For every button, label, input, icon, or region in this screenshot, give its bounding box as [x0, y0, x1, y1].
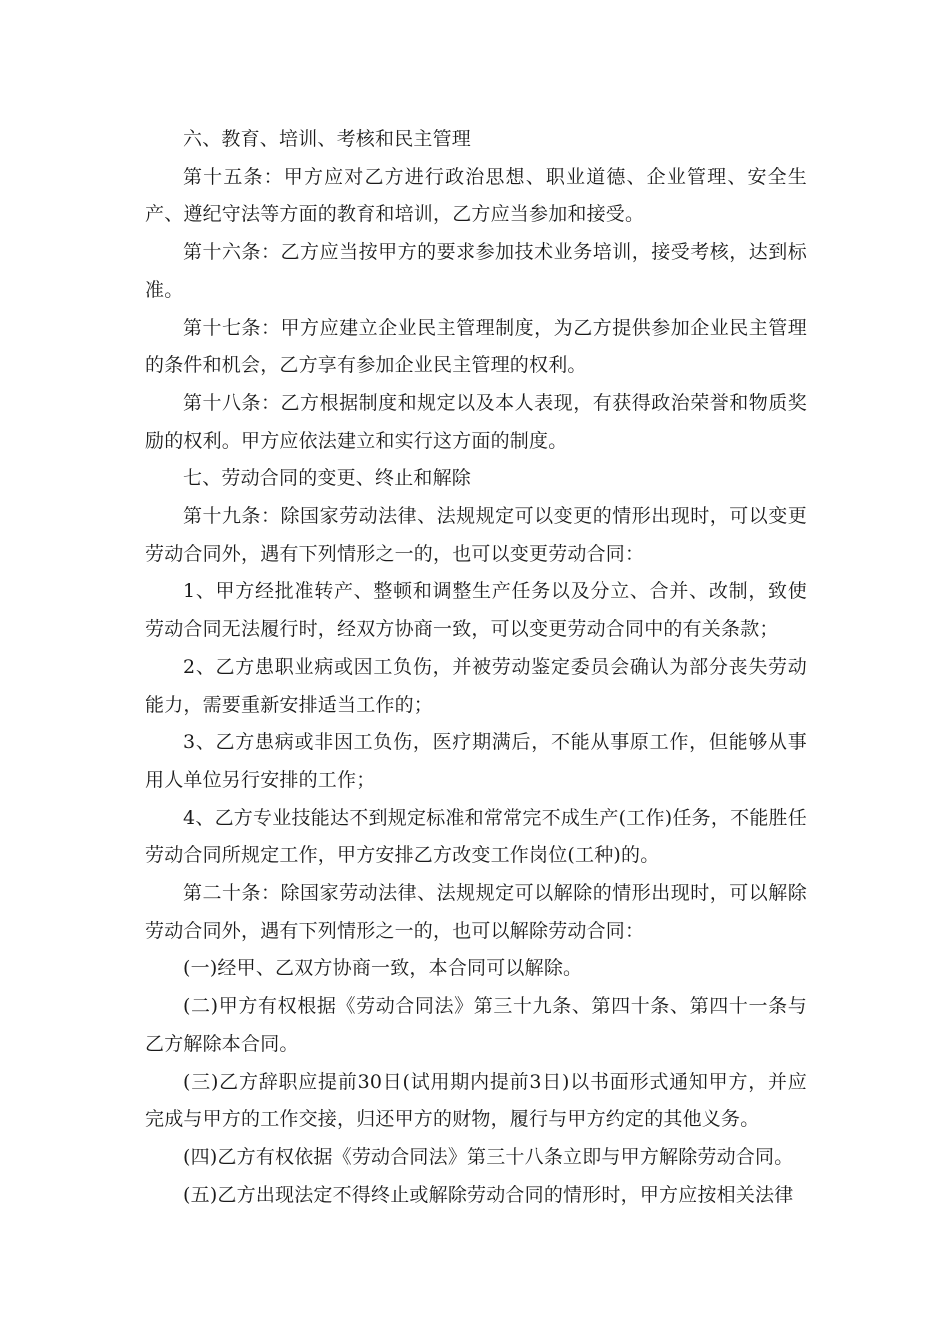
article-16: 第十六条：乙方应当按甲方的要求参加技术业务培训，接受考核，达到标准。	[145, 241, 807, 301]
article-20-item-2: (二)甲方有权根据《劳动合同法》第三十九条、第四十条、第四十一条与乙方解除本合同。	[145, 995, 807, 1055]
article-20-item-5: (五)乙方出现法定不得终止或解除劳动合同的情形时，甲方应按相关法律	[183, 1183, 794, 1206]
article-20: 第二十条：除国家劳动法律、法规规定可以解除的情形出现时，可以解除劳动合同外，遇有下列情形之一的，也可以解除劳动合同：	[145, 882, 807, 942]
section-heading-7: 七、劳动合同的变更、终止和解除	[183, 467, 472, 490]
article-20-item-1: (一)经甲、乙双方协商一致，本合同可以解除。	[183, 957, 583, 980]
article-18: 第十八条：乙方根据制度和规定以及本人表现，有获得政治荣誉和物质奖励的权利。甲方应依法建立和实行这方面的制度。	[145, 391, 807, 452]
article-17: 第十七条：甲方应建立企业民主管理制度，为乙方提供参加企业民主管理的条件和机会，乙方享有参加企业民主管理的权利。	[145, 316, 807, 377]
article-19-item-1: 1、甲方经批准转产、整顿和调整生产任务以及分立、合并、改制，致使劳动合同无法履行时，经双方协商一致，可以变更劳动合同中的有关条款；	[145, 580, 807, 641]
article-19-item-3: 3、乙方患病或非因工负伤，医疗期满后，不能从事原工作，但能够从事用人单位另行安排的工作；	[145, 731, 807, 791]
section-heading-6: 六、教育、培训、考核和民主管理	[183, 128, 472, 150]
article-19: 第十九条：除国家劳动法律、法规规定可以变更的情形出现时，可以变更劳动合同外，遇有下列情形之一的，也可以变更劳动合同：	[145, 505, 807, 565]
article-15: 第十五条：甲方应对乙方进行政治思想、职业道德、企业管理、安全生产、遵纪守法等方面的教育和培训，乙方应当参加和接受。	[145, 165, 807, 226]
article-20-item-4: (四)乙方有权依据《劳动合同法》第三十八条立即与甲方解除劳动合同。	[183, 1145, 794, 1168]
article-20-item-3: (三)乙方辞职应提前30日(试用期内提前3日)以书面形式通知甲方，并应完成与甲方的工作交接，归还甲方的财物，履行与甲方约定的其他义务。	[145, 1070, 807, 1131]
article-19-item-4: 4、乙方专业技能达不到规定标准和常常完不成生产(工作)任务，不能胜任劳动合同所规定工作，甲方安排乙方改变工作岗位(工种)的。	[145, 806, 807, 867]
document-body	[145, 121, 807, 1214]
article-19-item-2: 2、乙方患职业病或因工负伤，并被劳动鉴定委员会确认为部分丧失劳动能力，需要重新安排适当工作的；	[145, 655, 807, 716]
